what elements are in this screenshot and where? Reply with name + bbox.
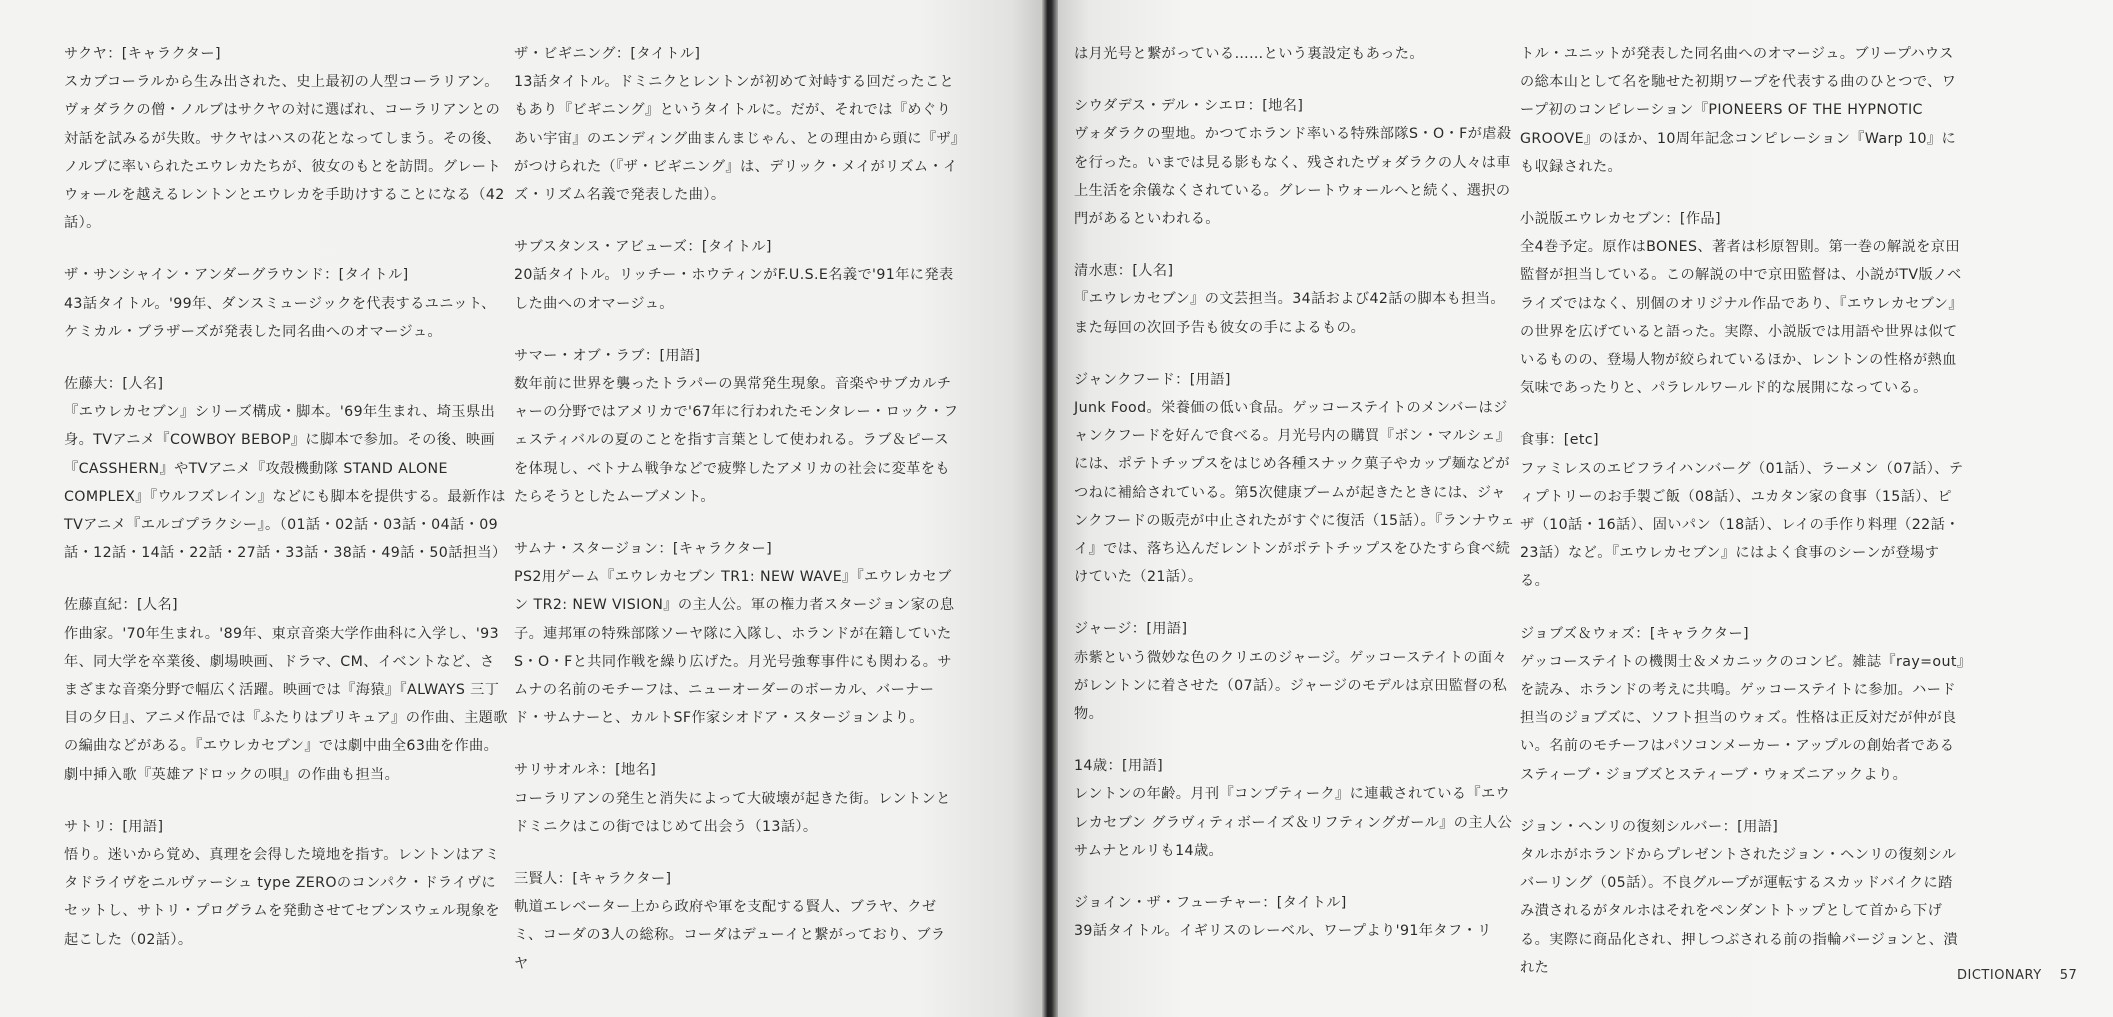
- entry-heading: 小説版エウレカセブン：[作品]: [1520, 211, 1721, 228]
- entry-body: 悟り。迷いから覚め、真理を会得した境地を指す。レントンはアミタドライヴをニルヴァーシュ type ZEROのコンパク・ドライヴにセットし、サトリ・プログラムを発動させてセブンスウェル現象を起こした（02話）。: [64, 847, 500, 948]
- dictionary-entry: [64, 261, 509, 346]
- dictionary-entry: [514, 233, 959, 318]
- dictionary-entry: [514, 40, 959, 209]
- entry-body: 全4巻予定。原作はBONES、著者は杉原智則。第一巻の解説を京田監督が担当している。この解説の中で京田監督は、小説がTV版ノベライズではなく、別個のオリジナル作品であり、『エウレカセブン』の世界を広げていると語った。実際、小説版では用語や世界は似ているものの、登場人物が絞られているほか、レントンの性格が熱血気味であったりと、パラレルワールド的な展開になっている。: [1520, 239, 1963, 397]
- entry-heading: ジャンクフード：[用語]: [1074, 371, 1231, 388]
- dictionary-entry: [1520, 813, 1965, 982]
- entry-heading: ザ・ビギニング：[タイトル]: [514, 46, 701, 62]
- dictionary-entry: [1520, 205, 1965, 402]
- dictionary-entry: [1074, 40, 1519, 68]
- right-page: [1058, 0, 2113, 1017]
- dictionary-entry: [1520, 426, 1965, 595]
- entry-heading: 佐藤大：[人名]: [64, 376, 164, 393]
- page-footer: [1957, 968, 2077, 983]
- entry-heading: サリサオルネ：[地名]: [514, 762, 657, 779]
- page-number: 57: [2059, 968, 2078, 983]
- entry-body: 39話タイトル。イギリスのレーベル、ワープより'91年タフ・リ: [1074, 923, 1492, 940]
- dictionary-entry: [1074, 257, 1519, 342]
- entry-heading: ジョブズ＆ウォズ：[キャラクター]: [1520, 625, 1749, 642]
- entry-body: ゲッコーステイトの機関士＆メカニックのコンビ。雑誌『ray=out』を読み、ホランドの考えに共鳴。ゲッコーステイトに参加。ハード担当のジョブズに、ソフト担当のウォズ。性格は正反対だが仲が良い。名前のモチーフはパソコンメーカー・アップルの創始者であるスティーブ・ジョブズとスティーブ・ウォズニアックより。: [1520, 653, 1965, 783]
- entry-body: 軌道エレベーター上から政府や軍を支配する賢人、ブラヤ、クゼミ、コーダの3人の総称。コーダはデューイと繋がっており、ブラヤ: [514, 899, 946, 972]
- dictionary-entry: [514, 865, 959, 978]
- entry-heading: シウダデス・デル・シエロ：[地名]: [1074, 98, 1304, 115]
- entry-heading: サムナ・スタージョン：[キャラクター]: [514, 541, 773, 558]
- dictionary-entry: [1074, 889, 1519, 945]
- entry-body: PS2用ゲーム『エウレカセブン TR1: NEW WAVE』『エウレカセブン TR2: NEW VISION』の主人公。軍の権力者スタージョン家の息子。連邦軍の特殊部隊ソーヤ隊に入隊し、ホランドが在籍していたS・O・Fと共同作戦を繰り広げた。月光号強奪事件にも関わる。サムナの名前のモチーフは、ニューオーダーのボーカル、バーナード・サムナーと、カルトSF作家シオドア・スタージョンより。: [514, 569, 955, 727]
- dictionary-entry: [1074, 366, 1519, 592]
- left-page: [0, 0, 1042, 1017]
- entry-body: ファミレスのエビフライハンバーグ（01話）、ラーメン（07話）、ティプトリーのお手製ご飯（08話）、ユカタン家の食事（15話）、ピザ（10話・16話）、固いパン（18話）、レイの手作り料理（22話・23話）など。『エウレカセブン』にはよく食事のシーンが登場する。: [1520, 460, 1964, 590]
- entry-body: トル・ユニットが発表した同名曲へのオマージュ。ブリープハウスの総本山として名を馳せた初期ワープを代表する曲のひとつで、ワープ初のコンピレーション『PIONEERS OF THE HYPNOTIC GROOVE』のほか、10周年記念コンピレーション『Warp 10』にも収録された。: [1520, 46, 1957, 175]
- entry-body: は月光号と繋がっている……という裏設定もあった。: [1074, 46, 1424, 62]
- dictionary-entry: [1074, 752, 1519, 865]
- entry-body: Junk Food。栄養価の低い食品。ゲッコーステイトのメンバーはジャンクフードを好んで食べる。月光号内の購買『ボン・マルシェ』には、ポテトチップスをはじめ各種スナック菓子やカップ麺などがつねに補給されている。第5次健康ブームが起きたときには、ジャンクフードの販売が中止されたがすぐに復活（15話）。『ランナウェイ』では、落ち込んだレントンがポテトチップスをひたすら食べ続けていた（21話）。: [1074, 400, 1516, 586]
- dictionary-entry: [514, 342, 959, 511]
- entry-body: 『エウレカセブン』の文芸担当。34話および42話の脚本も担当。また毎回の次回予告も彼女の手によるもの。: [1074, 291, 1506, 336]
- entry-heading: 佐藤直紀：[人名]: [64, 597, 178, 614]
- entry-heading: ジョン・ヘンリの復刻シルバー：[用語]: [1520, 818, 1779, 835]
- dictionary-entry: [1520, 40, 1965, 181]
- entry-body: ヴォダラクの聖地。かつてホランド率いる特殊部隊S・O・Fが虐殺を行った。いまでは見る影もなく、残されたヴォダラクの人々は車上生活を余儀なくされている。グレートウォールへと続く、選択の門があるといわれる。: [1074, 126, 1512, 228]
- entry-heading: サマー・オブ・ラブ：[用語]: [514, 347, 701, 364]
- dictionary-entry: [1074, 615, 1519, 728]
- text-column-4: [1520, 40, 1965, 1006]
- entry-body: 43話タイトル。'99年、ダンスミュージックを代表するユニット、ケミカル・ブラザーズが発表した同名曲へのオマージュ。: [64, 295, 496, 340]
- dictionary-entry: [1520, 620, 1965, 789]
- entry-heading: ジョイン・ザ・フューチャー：[タイトル]: [1074, 895, 1347, 912]
- entry-body: 数年前に世界を襲ったトラパーの異常発生現象。音楽やサブカルチャーの分野ではアメリカで'67年に行われたモンタレー・ロック・フェスティバルの夏のことを指す言葉として使われる。ラブ＆ピースを体現し、ベトナム戦争などで疲弊したアメリカの社会に変革をもたらそうとしたムーブメント。: [514, 376, 959, 505]
- entry-heading: サクヤ：[キャラクター]: [64, 46, 221, 62]
- entry-body: 赤紫という微妙な色のクリエのジャージ。ゲッコーステイトの面々がレントンに着させた（07話）。ジャージのモデルは京田監督の私物。: [1074, 649, 1508, 723]
- dictionary-entry: [64, 813, 509, 954]
- dictionary-entry: [64, 40, 509, 237]
- entry-heading: ジャージ：[用語]: [1074, 621, 1188, 638]
- entry-body: 『エウレカセブン』シリーズ構成・脚本。'69年生まれ、埼玉県出身。TVアニメ『COWBOY BEBOP』に脚本で参加。その後、映画『CASSHERN』やTVアニメ『攻殻機動隊 STAND ALONE COMPLEX』『ウルフズレイン』などにも脚本を提供する。最新作はTVアニメ『エルゴプラクシー』。（01話・02話・03話・04話・09話・12話・14話・22話・27話・33話・38話・49話・50話担当）: [64, 404, 507, 562]
- entry-heading: ザ・サンシャイン・アンダーグラウンド：[タイトル]: [64, 267, 409, 284]
- entry-body: スカブコーラルから生み出された、史上最初の人型コーラリアン。ヴォダラクの僧・ノルブはサクヤの対に選ばれ、コーラリアンとの対話を試みるが失敗。サクヤはハスの花となってしまう。その後、ノルブに率いられたエウレカたちが、彼女のもとを訪問。グレートウォールを越えるレントンとエウレカを手助けすることになる（42話）。: [64, 74, 505, 232]
- entry-heading: 食事：[etc]: [1520, 432, 1599, 449]
- entry-body: 20話タイトル。リッチー・ホウティンがF.U.S.E名義で'91年に発表した曲へのオマージュ。: [514, 267, 954, 312]
- entry-heading: 14歳：[用語]: [1074, 758, 1164, 775]
- entry-body: レントンの年齢。月刊『コンプティーク』に連載されている『エウレカセブン グラヴィティボーイズ＆リフティングガール』の主人公サムナとルリも14歳。: [1074, 786, 1513, 859]
- dictionary-entry: [1074, 92, 1519, 233]
- entry-body: 13話タイトル。ドミニクとレントンが初めて対峙する回だったこともあり『ビギニング』というタイトルに。だが、それでは『めぐりあい宇宙』のエンディング曲まんまじゃん、との理由から頭に『ザ』がつけられた（『ザ・ビギニング』は、デリック・メイがリズム・イズ・リズム名義で発表した曲）。: [514, 74, 959, 204]
- entry-body: 作曲家。'70年生まれ。'89年、東京音楽大学作曲科に入学し、'93年、同大学を卒業後、劇場映画、ドラマ、CM、イベントなど、さまざまな音楽分野で幅広く活躍。映画では『海猿』『ALWAYS 三丁目の夕日』、アニメ作品では『ふたりはプリキュア』の作曲、主題歌の編曲などがある。『エウレカセブン』では劇中曲全63曲を作曲。劇中挿入歌『英雄アドロックの唄』の作曲も担当。: [64, 625, 508, 783]
- entry-heading: 三賢人：[キャラクター]: [514, 871, 672, 888]
- dictionary-entry: [64, 370, 509, 567]
- text-column-3: [1074, 40, 1519, 969]
- text-column-2: [514, 40, 959, 1002]
- dictionary-entry: [64, 591, 509, 788]
- dictionary-entry: [514, 535, 959, 732]
- entry-heading: サトリ：[用語]: [64, 818, 164, 835]
- section-label: DICTIONARY: [1957, 968, 2042, 983]
- text-column-1: [64, 40, 509, 978]
- entry-body: タルホがホランドからプレゼントされたジョン・ヘンリの復刻シルバーリング（05話）。不良グループが運転するスカッドバイクに踏み潰されるがタルホはそれをペンダントトップとして首から下げる。実際に商品化され、押しつぶされる前の指輪バージョンと、潰れた: [1520, 847, 1958, 976]
- dictionary-entry: [514, 756, 959, 841]
- entry-body: コーラリアンの発生と消失によって大破壊が起きた街。レントンとドミニクはこの街ではじめて出会う（13話）。: [514, 790, 951, 835]
- book-gutter: [1042, 0, 1058, 1017]
- entry-heading: サブスタンス・アビューズ：[タイトル]: [514, 239, 772, 256]
- entry-heading: 清水恵：[人名]: [1074, 263, 1174, 280]
